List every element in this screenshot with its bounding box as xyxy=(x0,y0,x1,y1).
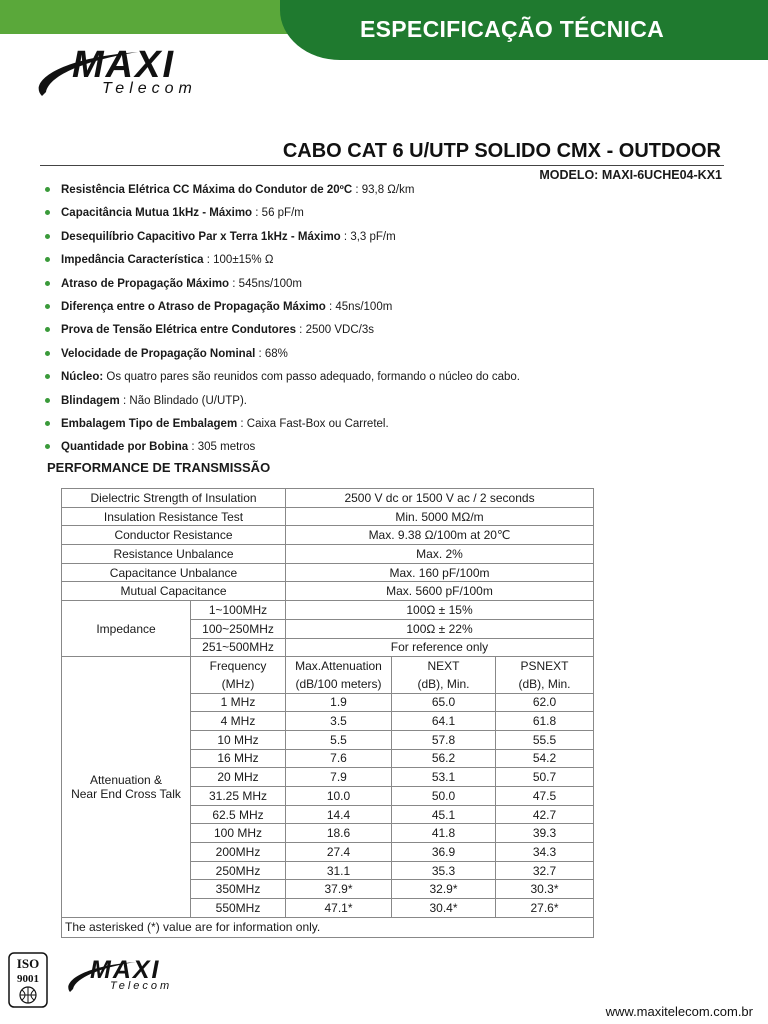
performance-heading: PERFORMANCE DE TRANSMISSÃO xyxy=(47,460,271,475)
frequency-cell: 10 MHz xyxy=(191,730,286,749)
table-row xyxy=(62,526,594,545)
maxi-telecom-logo xyxy=(28,44,228,104)
table-row xyxy=(62,601,594,620)
frequency-cell: 100 MHz xyxy=(191,824,286,843)
attenuation-cell: 1.9 xyxy=(286,693,392,712)
document-title: CABO CAT 6 U/UTP SOLIDO CMX - OUTDOOR xyxy=(282,140,721,162)
bullet-icon xyxy=(45,210,50,215)
bullet-icon xyxy=(45,327,50,332)
model-number: MODELO: MAXI-6UCHE04-KX1 xyxy=(539,168,722,182)
frequency-cell: 200MHz xyxy=(191,843,286,862)
performance-table xyxy=(61,488,594,938)
value-cell: For reference only xyxy=(286,638,594,657)
next-cell: 64.1 xyxy=(392,712,496,731)
column-header: Frequency xyxy=(191,657,286,675)
table-row xyxy=(62,507,594,526)
spec-item: Desequilíbrio Capacitivo Par x Terra 1kHz - Máximo : 3,3 pF/m xyxy=(45,230,520,253)
footer-logo-subtitle: Telecom xyxy=(110,980,173,992)
frequency-cell: 31.25 MHz xyxy=(191,787,286,806)
next-cell: 30.4* xyxy=(392,899,496,918)
attenuation-cell: 31.1 xyxy=(286,861,392,880)
spec-item: Blindagem : Não Blindado (U/UTP). xyxy=(45,394,520,417)
value-cell: Min. 5000 MΩ/m xyxy=(286,507,594,526)
param-cell: Dielectric Strength of Insulation xyxy=(62,489,286,508)
footer-maxi-telecom-logo xyxy=(62,956,192,998)
column-header: Max.Attenuation xyxy=(286,657,392,675)
frequency-cell: 1 MHz xyxy=(191,693,286,712)
value-cell: Max. 2% xyxy=(286,545,594,564)
bullet-icon xyxy=(45,421,50,426)
psnext-cell: 62.0 xyxy=(496,693,594,712)
param-cell: Conductor Resistance xyxy=(62,526,286,545)
value-cell: Max. 5600 pF/100m xyxy=(286,582,594,601)
param-cell: Capacitance Unbalance xyxy=(62,563,286,582)
attenuation-cell: 7.6 xyxy=(286,749,392,768)
value-cell: 2500 V dc or 1500 V ac / 2 seconds xyxy=(286,489,594,508)
spec-item: Impedância Característica : 100±15% Ω xyxy=(45,253,520,276)
attenuation-cell: 7.9 xyxy=(286,768,392,787)
psnext-cell: 32.7 xyxy=(496,861,594,880)
bullet-icon xyxy=(45,374,50,379)
psnext-cell: 47.5 xyxy=(496,787,594,806)
frequency-cell: 250MHz xyxy=(191,861,286,880)
next-cell: 36.9 xyxy=(392,843,496,862)
attenuation-cell: 37.9* xyxy=(286,880,392,899)
psnext-cell: 42.7 xyxy=(496,805,594,824)
table-row xyxy=(62,657,594,675)
iso-number: 9001 xyxy=(17,973,39,985)
psnext-cell: 30.3* xyxy=(496,880,594,899)
value-cell: 100Ω ± 15% xyxy=(286,601,594,620)
attenuation-cell: 10.0 xyxy=(286,787,392,806)
next-cell: 45.1 xyxy=(392,805,496,824)
header-band-light xyxy=(0,0,290,34)
attenuation-cell: 14.4 xyxy=(286,805,392,824)
iso-label: ISO xyxy=(16,956,40,971)
frequency-cell: 16 MHz xyxy=(191,749,286,768)
frequency-cell: 350MHz xyxy=(191,880,286,899)
attenuation-cell: 27.4 xyxy=(286,843,392,862)
attenuation-label-line1: Attenuation & xyxy=(89,773,163,787)
bullet-icon xyxy=(45,304,50,309)
frequency-cell: 4 MHz xyxy=(191,712,286,731)
table-row xyxy=(62,489,594,508)
table-row xyxy=(62,563,594,582)
range-cell: 1~100MHz xyxy=(191,601,286,620)
spec-item: Prova de Tensão Elétrica entre Condutores : 2500 VDC/3s xyxy=(45,323,520,346)
table-footnote: The asterisked (*) value are for information only. xyxy=(62,917,594,937)
spec-item: Resistência Elétrica CC Máxima do Condutor de 20ºC : 93,8 Ω/km xyxy=(45,183,520,206)
column-header: (dB/100 meters) xyxy=(286,675,392,693)
next-cell: 50.0 xyxy=(392,787,496,806)
attenuation-cell: 18.6 xyxy=(286,824,392,843)
value-cell: Max. 160 pF/100m xyxy=(286,563,594,582)
column-header: (dB), Min. xyxy=(496,675,594,693)
table-row xyxy=(62,545,594,564)
column-header: NEXT xyxy=(392,657,496,675)
title-divider xyxy=(40,165,724,166)
bullet-icon xyxy=(45,234,50,239)
website-link[interactable]: www.maxitelecom.com.br xyxy=(605,1004,753,1019)
column-header: (dB), Min. xyxy=(392,675,496,693)
range-cell: 100~250MHz xyxy=(191,619,286,638)
impedance-label: Impedance xyxy=(62,601,191,657)
psnext-cell: 61.8 xyxy=(496,712,594,731)
bullet-icon xyxy=(45,398,50,403)
frequency-cell: 550MHz xyxy=(191,899,286,918)
next-cell: 53.1 xyxy=(392,768,496,787)
logo-subtitle: Telecom xyxy=(102,80,197,97)
value-cell: 100Ω ± 22% xyxy=(286,619,594,638)
attenuation-cell: 3.5 xyxy=(286,712,392,731)
psnext-cell: 54.2 xyxy=(496,749,594,768)
psnext-cell: 27.6* xyxy=(496,899,594,918)
param-cell: Mutual Capacitance xyxy=(62,582,286,601)
next-cell: 57.8 xyxy=(392,730,496,749)
next-cell: 35.3 xyxy=(392,861,496,880)
bullet-icon xyxy=(45,444,50,449)
next-cell: 65.0 xyxy=(392,693,496,712)
param-cell: Insulation Resistance Test xyxy=(62,507,286,526)
spec-item: Capacitância Mutua 1kHz - Máximo : 56 pF/m xyxy=(45,206,520,229)
column-header: (MHz) xyxy=(191,675,286,693)
psnext-cell: 55.5 xyxy=(496,730,594,749)
attenuation-cell: 47.1* xyxy=(286,899,392,918)
next-cell: 41.8 xyxy=(392,824,496,843)
attenuation-cell: 5.5 xyxy=(286,730,392,749)
spec-item: Embalagem Tipo de Embalagem : Caixa Fast-Box ou Carretel. xyxy=(45,417,520,440)
spec-item: Atraso de Propagação Máximo : 545ns/100m xyxy=(45,277,520,300)
logo-wordmark: MAXI xyxy=(72,44,175,86)
psnext-cell: 34.3 xyxy=(496,843,594,862)
table-row xyxy=(62,582,594,601)
table-row xyxy=(62,917,594,937)
value-cell: Max. 9.38 Ω/100m at 20℃ xyxy=(286,526,594,545)
frequency-cell: 62.5 MHz xyxy=(191,805,286,824)
column-header: PSNEXT xyxy=(496,657,594,675)
param-cell: Resistance Unbalance xyxy=(62,545,286,564)
next-cell: 56.2 xyxy=(392,749,496,768)
spec-list xyxy=(45,183,520,464)
attenuation-label xyxy=(62,657,191,918)
range-cell: 251~500MHz xyxy=(191,638,286,657)
spec-item: Núcleo: Os quatro pares são reunidos com passo adequado, formando o núcleo do cabo. xyxy=(45,370,520,393)
bullet-icon xyxy=(45,257,50,262)
psnext-cell: 39.3 xyxy=(496,824,594,843)
psnext-cell: 50.7 xyxy=(496,768,594,787)
bullet-icon xyxy=(45,281,50,286)
spec-item: Velocidade de Propagação Nominal : 68% xyxy=(45,347,520,370)
attenuation-label-line2: Near End Cross Talk xyxy=(71,787,181,801)
spec-item: Quantidade por Bobina : 305 metros xyxy=(45,440,520,463)
frequency-cell: 20 MHz xyxy=(191,768,286,787)
page-header-title: ESPECIFICAÇÃO TÉCNICA xyxy=(360,16,665,42)
spec-item: Diferença entre o Atraso de Propagação Máximo : 45ns/100m xyxy=(45,300,520,323)
next-cell: 32.9* xyxy=(392,880,496,899)
footer-logo-wordmark: MAXI xyxy=(90,956,161,984)
bullet-icon xyxy=(45,187,50,192)
bullet-icon xyxy=(45,351,50,356)
iso-9001-badge-icon xyxy=(8,952,48,1008)
